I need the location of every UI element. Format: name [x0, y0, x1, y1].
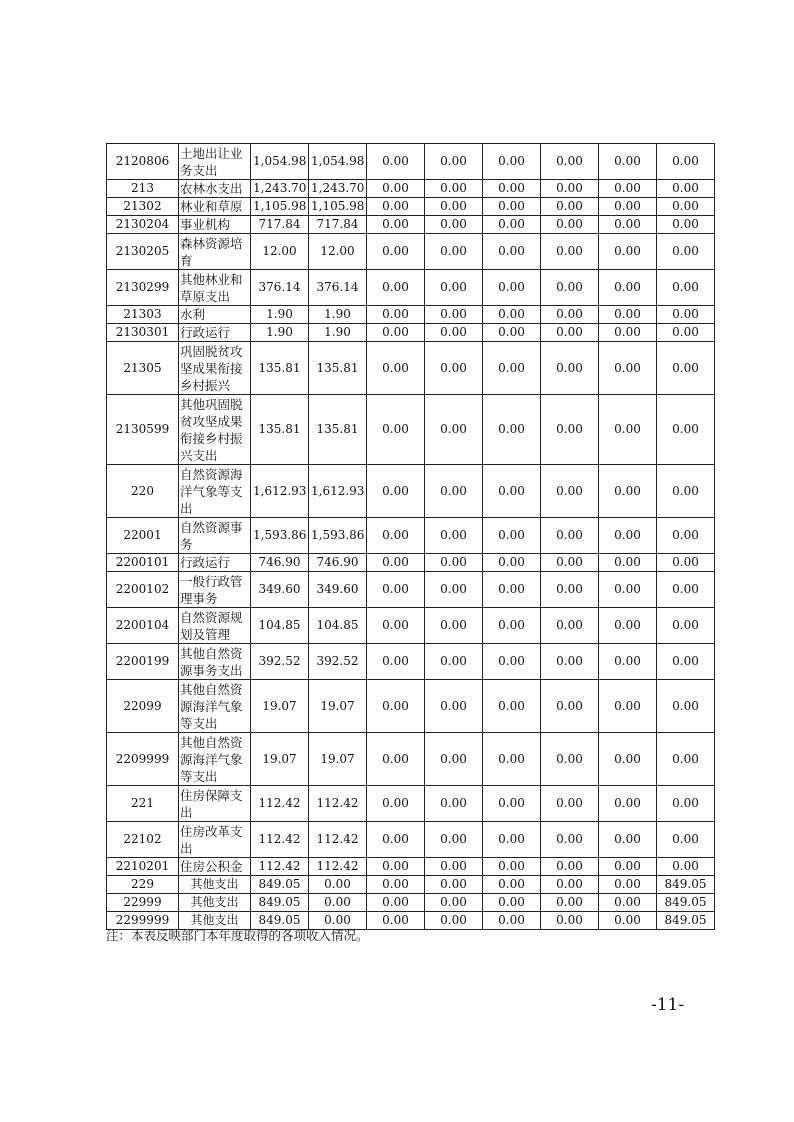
footnote: 注：本表反映部门本年度取得的各项收入情况。	[106, 928, 369, 943]
amount-cell: 0.00	[367, 644, 425, 680]
amount-cell: 0.00	[483, 198, 541, 216]
amount-cell: 0.00	[425, 180, 483, 198]
subject-code-cell: 22001	[107, 518, 179, 554]
amount-cell: 0.00	[541, 465, 599, 518]
subject-name-cell: 农林水支出	[179, 180, 251, 198]
amount-cell: 1.90	[251, 324, 309, 342]
amount-cell: 0.00	[657, 465, 715, 518]
amount-cell: 0.00	[599, 733, 657, 786]
table-row	[107, 198, 715, 216]
subject-name-cell: 自然资源海洋气象等支出	[179, 465, 251, 518]
amount-cell: 0.00	[657, 608, 715, 644]
subject-name-cell: 森林资源培育	[179, 234, 251, 270]
subject-code-cell: 2120806	[107, 144, 179, 180]
amount-cell: 0.00	[425, 324, 483, 342]
amount-cell: 112.42	[251, 822, 309, 858]
table-row	[107, 608, 715, 644]
amount-cell: 0.00	[367, 395, 425, 465]
subject-name-cell: 其他支出	[179, 876, 251, 894]
amount-cell: 112.42	[309, 786, 367, 822]
amount-cell: 0.00	[367, 270, 425, 306]
amount-cell: 0.00	[309, 894, 367, 912]
amount-cell: 112.42	[309, 858, 367, 876]
amount-cell: 0.00	[599, 324, 657, 342]
page-number: -11-	[651, 995, 685, 1015]
amount-cell: 0.00	[483, 395, 541, 465]
amount-cell: 0.00	[425, 518, 483, 554]
amount-cell: 0.00	[541, 554, 599, 572]
subject-code-cell: 2200102	[107, 572, 179, 608]
subject-code-cell: 2200199	[107, 644, 179, 680]
amount-cell: 0.00	[367, 144, 425, 180]
amount-cell: 0.00	[483, 465, 541, 518]
amount-cell: 849.05	[657, 912, 715, 930]
amount-cell: 0.00	[657, 234, 715, 270]
amount-cell: 19.07	[251, 733, 309, 786]
subject-code-cell: 21305	[107, 342, 179, 395]
amount-cell: 0.00	[599, 644, 657, 680]
amount-cell: 0.00	[541, 198, 599, 216]
amount-cell: 1,593.86	[251, 518, 309, 554]
amount-cell: 0.00	[599, 144, 657, 180]
amount-cell: 0.00	[483, 216, 541, 234]
subject-name-cell: 自然资源规划及管理	[179, 608, 251, 644]
amount-cell: 0.00	[483, 324, 541, 342]
amount-cell: 0.00	[367, 608, 425, 644]
amount-cell: 0.00	[309, 912, 367, 930]
amount-cell: 0.00	[541, 395, 599, 465]
amount-cell: 0.00	[483, 876, 541, 894]
amount-cell: 0.00	[541, 216, 599, 234]
amount-cell: 0.00	[657, 306, 715, 324]
amount-cell: 0.00	[657, 216, 715, 234]
amount-cell: 0.00	[599, 234, 657, 270]
amount-cell: 112.42	[251, 858, 309, 876]
amount-cell: 0.00	[599, 822, 657, 858]
amount-cell: 0.00	[425, 554, 483, 572]
amount-cell: 0.00	[599, 554, 657, 572]
amount-cell: 0.00	[657, 733, 715, 786]
amount-cell: 0.00	[367, 234, 425, 270]
amount-cell: 0.00	[367, 572, 425, 608]
subject-name-cell: 其他支出	[179, 894, 251, 912]
amount-cell: 746.90	[251, 554, 309, 572]
amount-cell: 0.00	[425, 733, 483, 786]
amount-cell: 1,243.70	[309, 180, 367, 198]
table-row	[107, 465, 715, 518]
amount-cell: 1,054.98	[251, 144, 309, 180]
subject-name-cell: 其他林业和草原支出	[179, 270, 251, 306]
amount-cell: 0.00	[657, 270, 715, 306]
subject-name-cell: 其他自然资源事务支出	[179, 644, 251, 680]
amount-cell: 0.00	[483, 180, 541, 198]
amount-cell: 0.00	[541, 306, 599, 324]
amount-cell: 0.00	[599, 180, 657, 198]
amount-cell: 0.00	[425, 144, 483, 180]
subject-code-cell: 2209999	[107, 733, 179, 786]
amount-cell: 0.00	[483, 306, 541, 324]
table-row	[107, 822, 715, 858]
subject-code-cell: 22099	[107, 680, 179, 733]
table-row	[107, 180, 715, 198]
amount-cell: 1.90	[251, 306, 309, 324]
amount-cell: 0.00	[541, 324, 599, 342]
amount-cell: 0.00	[483, 234, 541, 270]
amount-cell: 0.00	[483, 858, 541, 876]
table-row	[107, 876, 715, 894]
subject-code-cell: 2200101	[107, 554, 179, 572]
amount-cell: 0.00	[425, 465, 483, 518]
table-row	[107, 270, 715, 306]
subject-name-cell: 住房公积金	[179, 858, 251, 876]
amount-cell: 0.00	[599, 270, 657, 306]
amount-cell: 0.00	[599, 395, 657, 465]
amount-cell: 392.52	[309, 644, 367, 680]
amount-cell: 135.81	[309, 342, 367, 395]
amount-cell: 392.52	[251, 644, 309, 680]
table-row	[107, 342, 715, 395]
amount-cell: 1,243.70	[251, 180, 309, 198]
amount-cell: 0.00	[425, 644, 483, 680]
amount-cell: 0.00	[367, 518, 425, 554]
amount-cell: 0.00	[599, 912, 657, 930]
amount-cell: 349.60	[251, 572, 309, 608]
amount-cell: 0.00	[483, 554, 541, 572]
subject-code-cell: 2299999	[107, 912, 179, 930]
table-row	[107, 395, 715, 465]
subject-code-cell: 22999	[107, 894, 179, 912]
amount-cell: 717.84	[309, 216, 367, 234]
amount-cell: 0.00	[425, 876, 483, 894]
subject-code-cell: 229	[107, 876, 179, 894]
table-row	[107, 644, 715, 680]
amount-cell: 0.00	[483, 270, 541, 306]
amount-cell: 0.00	[657, 395, 715, 465]
table-row	[107, 234, 715, 270]
subject-code-cell: 2210201	[107, 858, 179, 876]
table-row	[107, 858, 715, 876]
amount-cell: 0.00	[309, 876, 367, 894]
amount-cell: 0.00	[541, 608, 599, 644]
amount-cell: 0.00	[483, 894, 541, 912]
amount-cell: 0.00	[657, 680, 715, 733]
subject-code-cell: 220	[107, 465, 179, 518]
amount-cell: 0.00	[425, 234, 483, 270]
amount-cell: 376.14	[309, 270, 367, 306]
table-row	[107, 733, 715, 786]
amount-cell: 0.00	[483, 680, 541, 733]
amount-cell: 0.00	[425, 306, 483, 324]
amount-cell: 0.00	[657, 198, 715, 216]
amount-cell: 19.07	[309, 680, 367, 733]
amount-cell: 1.90	[309, 324, 367, 342]
amount-cell: 0.00	[367, 324, 425, 342]
amount-cell: 12.00	[309, 234, 367, 270]
subject-name-cell: 一般行政管理事务	[179, 572, 251, 608]
amount-cell: 0.00	[599, 876, 657, 894]
subject-code-cell: 2130299	[107, 270, 179, 306]
amount-cell: 1,105.98	[309, 198, 367, 216]
amount-cell: 0.00	[425, 342, 483, 395]
amount-cell: 0.00	[599, 342, 657, 395]
amount-cell: 0.00	[599, 465, 657, 518]
table-row	[107, 144, 715, 180]
subject-code-cell: 21303	[107, 306, 179, 324]
amount-cell: 0.00	[367, 554, 425, 572]
subject-name-cell: 土地出让业务支出	[179, 144, 251, 180]
amount-cell: 0.00	[367, 894, 425, 912]
amount-cell: 0.00	[483, 144, 541, 180]
amount-cell: 0.00	[541, 822, 599, 858]
amount-cell: 135.81	[309, 395, 367, 465]
amount-cell: 112.42	[309, 822, 367, 858]
subject-code-cell: 2130301	[107, 324, 179, 342]
amount-cell: 0.00	[425, 786, 483, 822]
amount-cell: 0.00	[541, 270, 599, 306]
amount-cell: 0.00	[541, 342, 599, 395]
amount-cell: 0.00	[657, 324, 715, 342]
amount-cell: 0.00	[657, 786, 715, 822]
amount-cell: 1,593.86	[309, 518, 367, 554]
amount-cell: 0.00	[599, 198, 657, 216]
amount-cell: 12.00	[251, 234, 309, 270]
table-row	[107, 216, 715, 234]
subject-code-cell: 2130204	[107, 216, 179, 234]
amount-cell: 849.05	[251, 876, 309, 894]
subject-code-cell: 2130599	[107, 395, 179, 465]
amount-cell: 0.00	[599, 858, 657, 876]
amount-cell: 0.00	[541, 912, 599, 930]
amount-cell: 849.05	[251, 894, 309, 912]
subject-name-cell: 其他自然资源海洋气象等支出	[179, 680, 251, 733]
amount-cell: 0.00	[657, 144, 715, 180]
subject-code-cell: 213	[107, 180, 179, 198]
table-row	[107, 306, 715, 324]
amount-cell: 0.00	[541, 680, 599, 733]
amount-cell: 0.00	[367, 858, 425, 876]
amount-cell: 19.07	[309, 733, 367, 786]
amount-cell: 104.85	[251, 608, 309, 644]
amount-cell: 0.00	[541, 858, 599, 876]
amount-cell: 0.00	[541, 518, 599, 554]
amount-cell: 0.00	[657, 518, 715, 554]
amount-cell: 849.05	[251, 912, 309, 930]
amount-cell: 1,612.93	[309, 465, 367, 518]
amount-cell: 0.00	[599, 786, 657, 822]
table-row	[107, 572, 715, 608]
amount-cell: 0.00	[599, 572, 657, 608]
subject-name-cell: 其他支出	[179, 912, 251, 930]
amount-cell: 0.00	[425, 680, 483, 733]
amount-cell: 0.00	[541, 894, 599, 912]
table-row	[107, 786, 715, 822]
amount-cell: 135.81	[251, 395, 309, 465]
amount-cell: 0.00	[425, 858, 483, 876]
amount-cell: 0.00	[367, 733, 425, 786]
amount-cell: 0.00	[367, 180, 425, 198]
amount-cell: 349.60	[309, 572, 367, 608]
amount-cell: 0.00	[541, 733, 599, 786]
amount-cell: 1.90	[309, 306, 367, 324]
subject-name-cell: 林业和草原	[179, 198, 251, 216]
amount-cell: 0.00	[599, 894, 657, 912]
amount-cell: 0.00	[367, 342, 425, 395]
subject-code-cell: 2130205	[107, 234, 179, 270]
amount-cell: 376.14	[251, 270, 309, 306]
subject-name-cell: 住房改革支出	[179, 822, 251, 858]
subject-name-cell: 其他自然资源海洋气象等支出	[179, 733, 251, 786]
amount-cell: 0.00	[425, 198, 483, 216]
amount-cell: 0.00	[367, 786, 425, 822]
amount-cell: 0.00	[367, 216, 425, 234]
amount-cell: 0.00	[657, 644, 715, 680]
table-row	[107, 518, 715, 554]
amount-cell: 1,054.98	[309, 144, 367, 180]
amount-cell: 104.85	[309, 608, 367, 644]
amount-cell: 0.00	[425, 912, 483, 930]
amount-cell: 0.00	[425, 270, 483, 306]
amount-cell: 0.00	[541, 144, 599, 180]
amount-cell: 0.00	[367, 680, 425, 733]
amount-cell: 0.00	[483, 822, 541, 858]
table-row	[107, 554, 715, 572]
amount-cell: 0.00	[657, 572, 715, 608]
amount-cell: 112.42	[251, 786, 309, 822]
amount-cell: 0.00	[541, 644, 599, 680]
subject-code-cell: 22102	[107, 822, 179, 858]
amount-cell: 849.05	[657, 876, 715, 894]
amount-cell: 0.00	[599, 680, 657, 733]
amount-cell: 0.00	[599, 216, 657, 234]
amount-cell: 0.00	[367, 198, 425, 216]
subject-name-cell: 水利	[179, 306, 251, 324]
amount-cell: 0.00	[483, 733, 541, 786]
amount-cell: 0.00	[541, 234, 599, 270]
subject-name-cell: 其他巩固脱贫攻坚成果衔接乡村振兴支出	[179, 395, 251, 465]
amount-cell: 0.00	[657, 180, 715, 198]
amount-cell: 1,612.93	[251, 465, 309, 518]
amount-cell: 0.00	[483, 644, 541, 680]
amount-cell: 19.07	[251, 680, 309, 733]
amount-cell: 0.00	[657, 342, 715, 395]
amount-cell: 746.90	[309, 554, 367, 572]
amount-cell: 717.84	[251, 216, 309, 234]
amount-cell: 0.00	[599, 306, 657, 324]
amount-cell: 0.00	[425, 822, 483, 858]
amount-cell: 0.00	[483, 518, 541, 554]
subject-name-cell: 自然资源事务	[179, 518, 251, 554]
amount-cell: 0.00	[483, 786, 541, 822]
amount-cell: 0.00	[425, 216, 483, 234]
amount-cell: 0.00	[541, 876, 599, 894]
subject-name-cell: 行政运行	[179, 554, 251, 572]
amount-cell: 0.00	[367, 912, 425, 930]
amount-cell: 0.00	[367, 306, 425, 324]
amount-cell: 0.00	[541, 572, 599, 608]
amount-cell: 0.00	[425, 608, 483, 644]
amount-cell: 0.00	[657, 822, 715, 858]
amount-cell: 0.00	[599, 518, 657, 554]
table-body	[107, 144, 715, 930]
amount-cell: 0.00	[483, 342, 541, 395]
subject-name-cell: 行政运行	[179, 324, 251, 342]
amount-cell: 0.00	[367, 876, 425, 894]
amount-cell: 0.00	[657, 858, 715, 876]
amount-cell: 0.00	[541, 180, 599, 198]
amount-cell: 0.00	[367, 465, 425, 518]
amount-cell: 135.81	[251, 342, 309, 395]
subject-code-cell: 221	[107, 786, 179, 822]
subject-name-cell: 住房保障支出	[179, 786, 251, 822]
table-row	[107, 894, 715, 912]
amount-cell: 0.00	[483, 608, 541, 644]
subject-code-cell: 21302	[107, 198, 179, 216]
amount-cell: 0.00	[541, 786, 599, 822]
amount-cell: 0.00	[425, 894, 483, 912]
table-row	[107, 680, 715, 733]
amount-cell: 0.00	[657, 554, 715, 572]
subject-name-cell: 巩固脱贫攻坚成果衔接乡村振兴	[179, 342, 251, 395]
table-row	[107, 324, 715, 342]
amount-cell: 0.00	[483, 572, 541, 608]
subject-code-cell: 2200104	[107, 608, 179, 644]
amount-cell: 0.00	[425, 572, 483, 608]
subject-name-cell: 事业机构	[179, 216, 251, 234]
amount-cell: 0.00	[425, 395, 483, 465]
income-table	[106, 143, 715, 930]
amount-cell: 849.05	[657, 894, 715, 912]
amount-cell: 0.00	[367, 822, 425, 858]
amount-cell: 0.00	[483, 912, 541, 930]
amount-cell: 1,105.98	[251, 198, 309, 216]
amount-cell: 0.00	[599, 608, 657, 644]
